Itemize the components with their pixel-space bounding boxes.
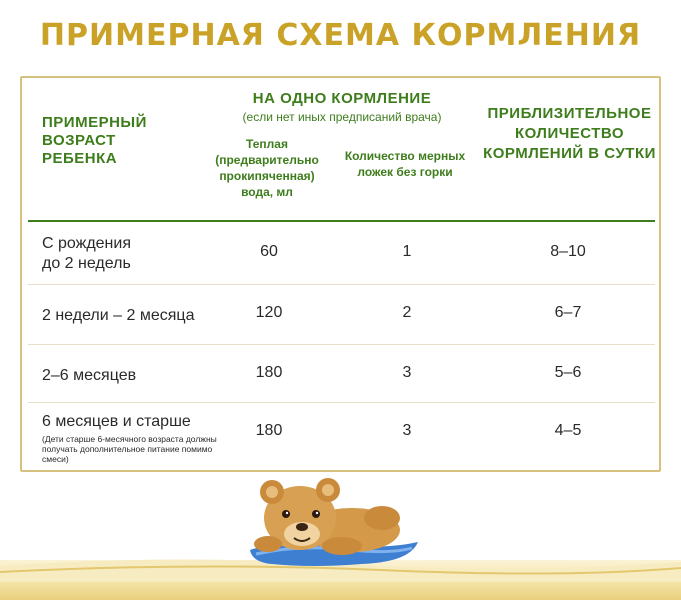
row-1-age: С рождения <box>42 235 131 252</box>
header-feeds-per-day: ПРИБЛИЗИТЕЛЬНОЕ КОЛИЧЕСТВО КОРМЛЕНИЙ В СУТКИ <box>483 105 656 162</box>
row-4-feeds: 4–5 <box>554 422 582 439</box>
row-2-age: 2 недели – 2 месяца <box>42 307 195 324</box>
row-1-age-line2: до 2 недель <box>42 255 131 272</box>
feeding-table <box>20 76 661 472</box>
row-3-spoons: 3 <box>402 364 412 381</box>
row-4-age: 6 месяцев и старше <box>42 413 191 430</box>
page-title: ПРИМЕРНАЯ СХЕМА КОРМЛЕНИЯ <box>39 18 642 53</box>
row-2-feeds: 6–7 <box>554 304 582 321</box>
header-per-feeding: НА ОДНО КОРМЛЕНИЕ <box>252 90 432 107</box>
row-divider <box>28 344 655 345</box>
row-2-water: 120 <box>255 304 283 321</box>
row-1-spoons: 1 <box>402 243 412 260</box>
header-per-feeding-note: (если нет иных предписаний врача) <box>242 110 442 124</box>
row-4-water: 180 <box>255 422 283 439</box>
row-4-note: (Дети старше 6-месячного возраста должны получать дополнительное питание помимо смеси) <box>42 434 217 464</box>
header-age: ПРИМЕРНЫЙ ВОЗРАСТ РЕБЕНКА <box>42 114 147 167</box>
teddy-bear-illustration <box>232 478 422 573</box>
row-divider <box>28 284 655 285</box>
row-divider <box>28 402 655 403</box>
row-2-spoons: 2 <box>402 304 412 321</box>
header-divider <box>28 220 655 222</box>
header-spoons: Количество мерных ложек без горки <box>344 149 466 179</box>
row-1-feeds: 8–10 <box>550 243 586 260</box>
row-3-age: 2–6 месяцев <box>42 367 137 384</box>
row-1-water: 60 <box>260 243 278 260</box>
row-3-feeds: 5–6 <box>554 364 582 381</box>
row-4-spoons: 3 <box>402 422 412 439</box>
row-3-water: 180 <box>255 364 283 381</box>
header-water: Теплая (предварительно прокипяченная) вода, мл <box>215 137 319 199</box>
